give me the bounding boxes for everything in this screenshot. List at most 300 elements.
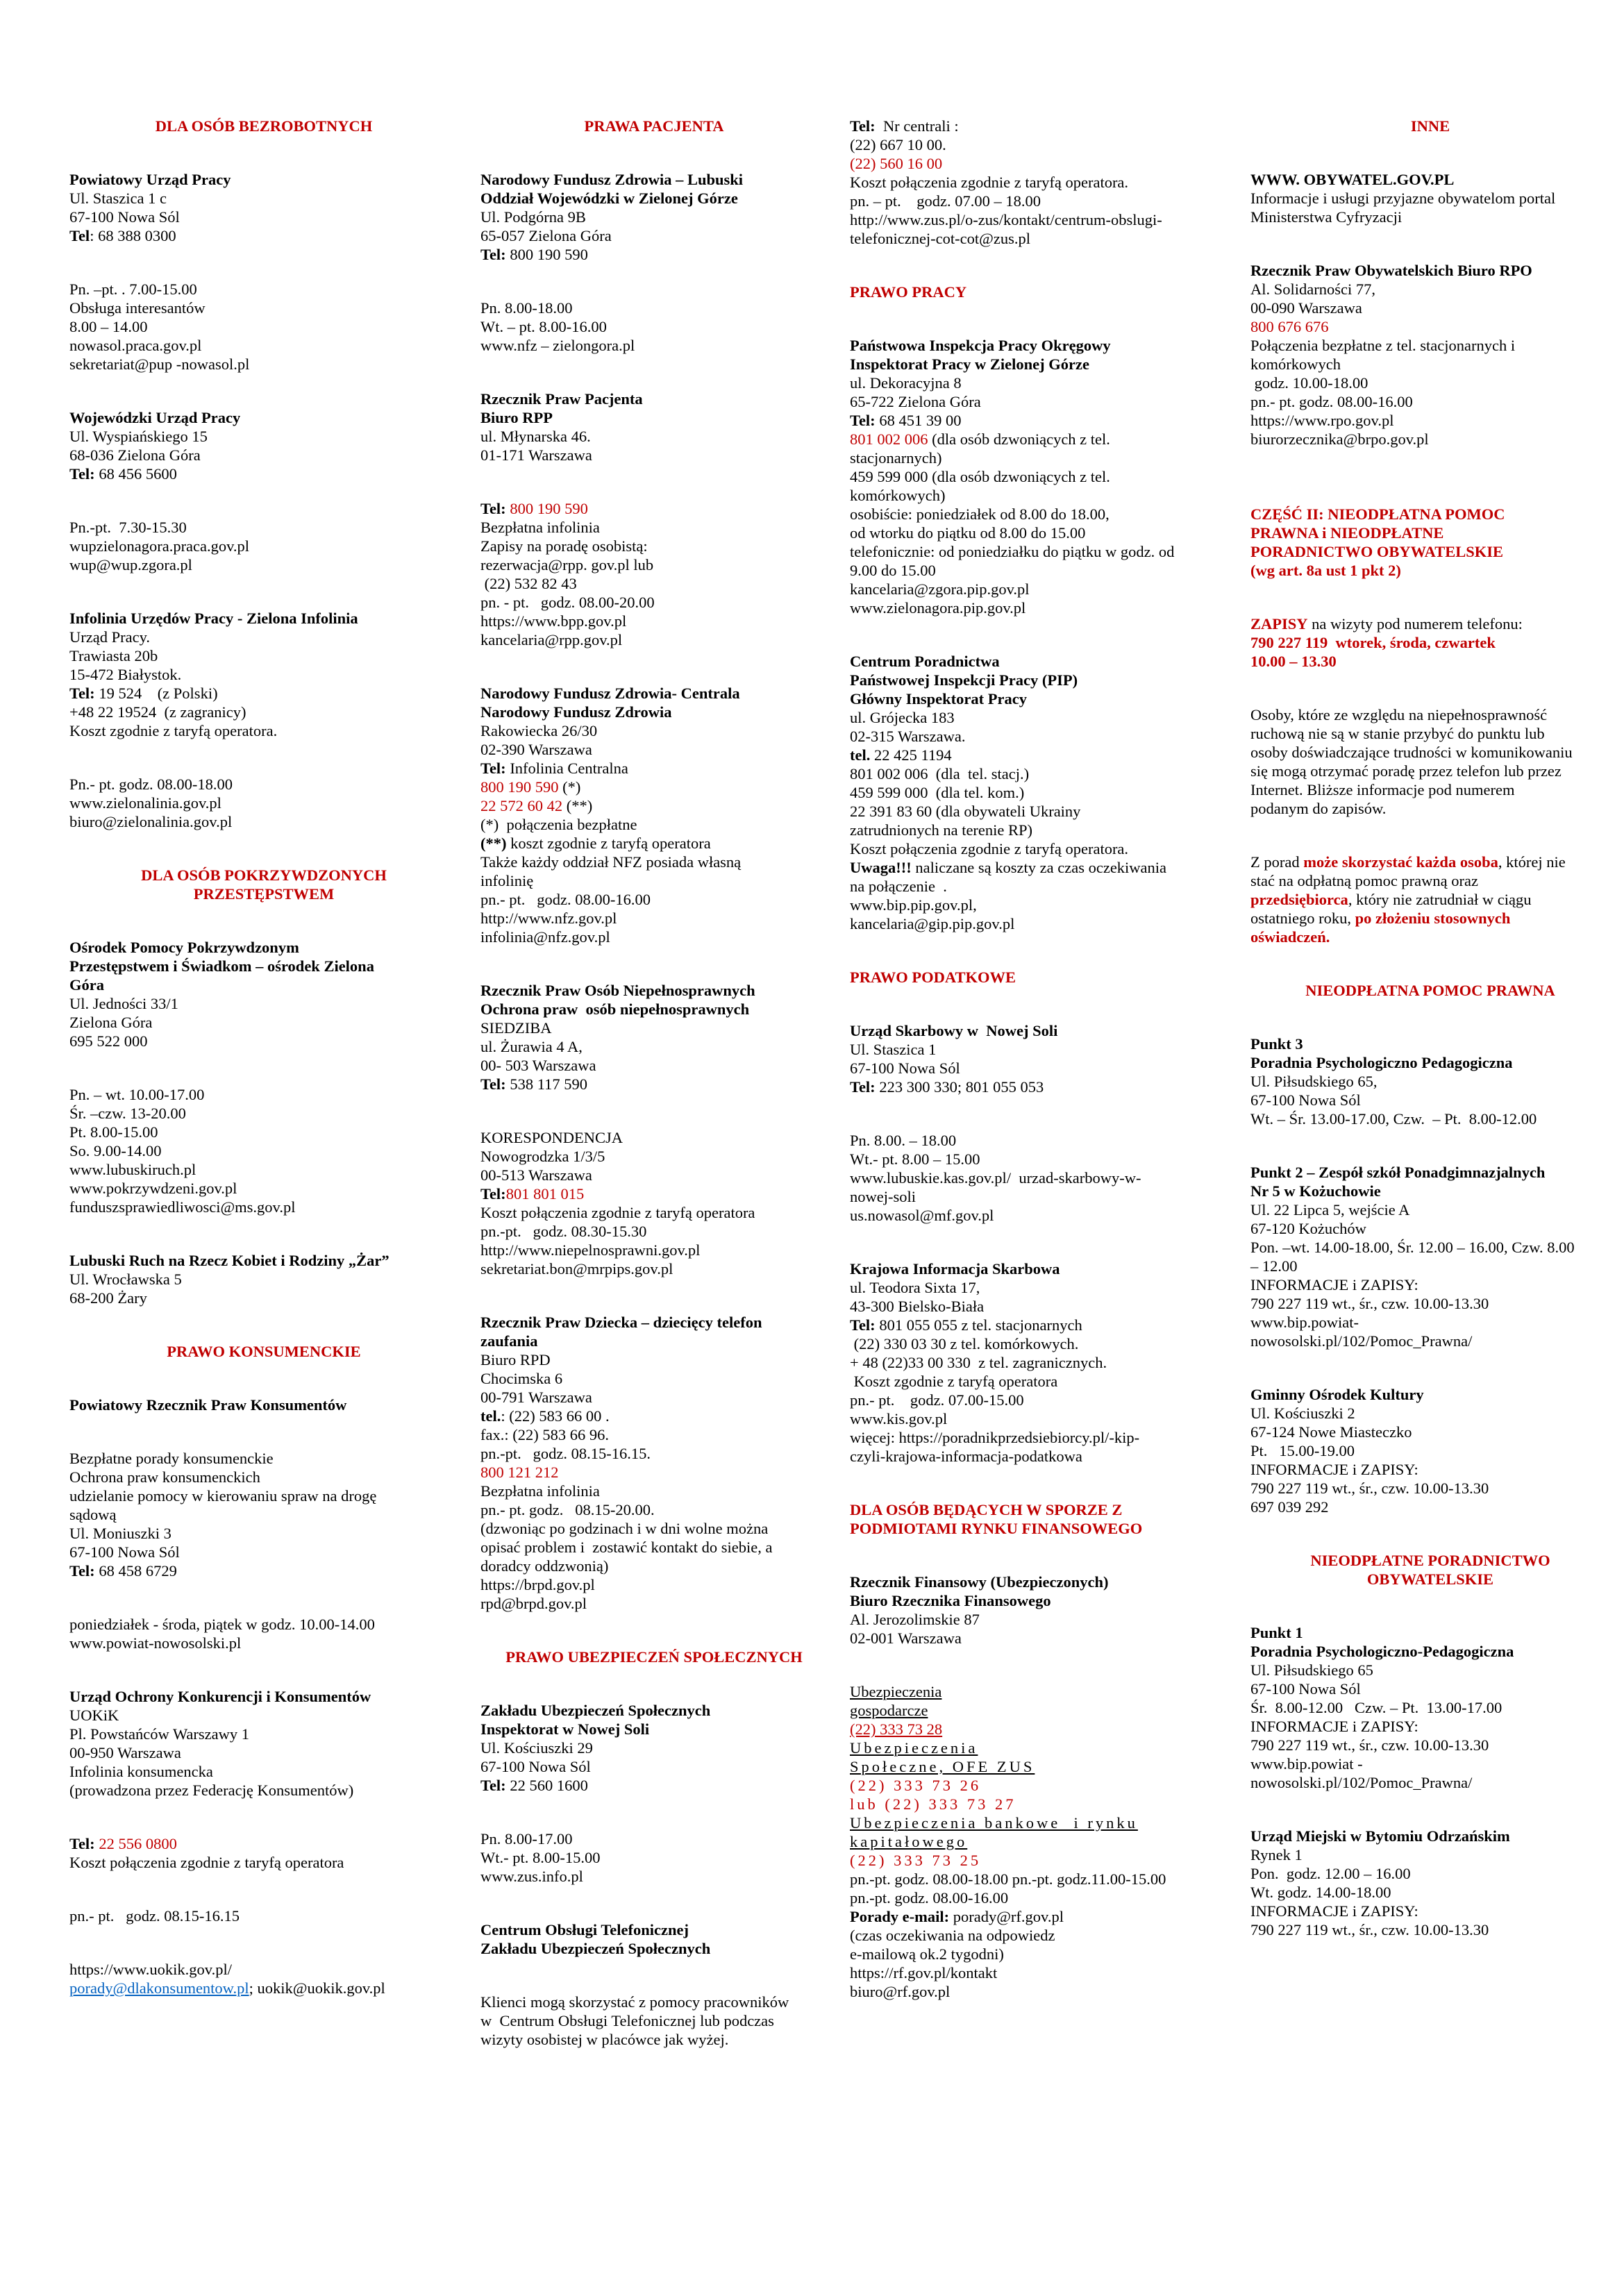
text-line: 67-124 Nowe Miasteczko xyxy=(1250,1423,1412,1441)
text-line: https://www.uokik.gov.pl/ xyxy=(69,1961,232,1978)
text-segment: , której nie xyxy=(1498,853,1566,871)
text-line: 8.00 – 14.00 xyxy=(69,318,148,335)
text-line: w Centrum Obsługi Telefonicznej lub podczas xyxy=(480,2012,774,2029)
text-line: nowej-soli xyxy=(850,1188,916,1205)
text-segment: Oddział Wojewódzki w Zielonej Górze xyxy=(480,190,738,207)
text-line: pn. – pt. godz. 07.00 – 18.00 xyxy=(850,192,1041,210)
text-line xyxy=(850,1795,1228,1813)
heading-line: (wg art. 8a ust 1 pkt 2) xyxy=(1250,562,1401,579)
text-line: kancelaria@rpp.gov.pl xyxy=(480,631,623,648)
text-line: wupzielonagora.praca.gov.pl xyxy=(69,537,250,555)
text-line xyxy=(480,1776,828,1795)
text-segment: Rzecznik Praw Dziecka – dziecięcy telefon xyxy=(480,1314,762,1331)
text-line: 67-120 Kożuchów xyxy=(1250,1220,1366,1237)
text-segment: WWW. OBYWATEL.GOV.PL xyxy=(1250,171,1455,188)
text-line xyxy=(480,1939,828,1958)
text-line: 790 227 119 wt., śr., czw. 10.00-13.30 xyxy=(1250,1480,1489,1497)
text-segment: Tel: xyxy=(69,1562,95,1579)
text-line: nowosolski.pl/102/Pomoc_Prawna/ xyxy=(1250,1774,1473,1791)
wup-godziny xyxy=(69,518,458,574)
text-segment: Tel: xyxy=(850,1078,876,1096)
text-line: Rakowiecka 26/30 xyxy=(480,722,598,739)
text-segment: Poradnia Psychologiczno-Pedagogiczna xyxy=(1250,1643,1514,1660)
text-line: www.kis.gov.pl xyxy=(850,1410,948,1427)
text-segment: Nr 5 w Kożuchowie xyxy=(1250,1182,1381,1200)
heading-line: PRZESTĘPSTWEM xyxy=(193,885,335,903)
text-line: biuro@rf.gov.pl xyxy=(850,1983,951,2000)
text-line: Ul. Jedności 33/1 xyxy=(69,995,178,1012)
text-line: www.lubuskiruch.pl xyxy=(69,1161,196,1178)
text-line: Bezpłatna infolinia xyxy=(480,1482,600,1500)
text-line xyxy=(850,1573,1228,1591)
text-line: nowosolski.pl/102/Pomoc_Prawna/ xyxy=(1250,1332,1473,1350)
text-segment: Centrum Poradnictwa xyxy=(850,653,1000,670)
heading-line: PRAWA PACJENTA xyxy=(584,117,724,135)
text-line: 02-390 Warszawa xyxy=(480,741,592,758)
text-line: doradcy oddzwonią) xyxy=(480,1557,609,1575)
text-line xyxy=(1250,1034,1610,1053)
text-line: www.zus.info.pl xyxy=(480,1868,583,1885)
text-segment: 800 190 590 xyxy=(505,500,588,517)
text-segment: (22) 333 73 26 xyxy=(850,1777,982,1794)
section-czesc-ii xyxy=(1250,505,1610,580)
text-line: Ul. 22 Lipca 5, wejście A xyxy=(1250,1201,1410,1218)
text-line: pn.-pt. godz. 08.00-18.00 pn.-pt. godz.11.00-15.00 xyxy=(850,1870,1166,1888)
text-line xyxy=(69,938,458,957)
text-line xyxy=(1250,1053,1610,1072)
text-line: 790 227 119 wt., śr., czw. 10.00-13.30 xyxy=(1250,1736,1489,1754)
text-line: telefonicznej-cot-cot@zus.pl xyxy=(850,230,1030,247)
text-segment: 801 055 055 z tel. stacjonarnych xyxy=(875,1316,1082,1334)
text-segment: Narodowy Fundusz Zdrowia xyxy=(480,703,672,721)
text-line: 67-100 Nowa Sól xyxy=(69,1543,180,1561)
text-line: + 48 (22)33 00 330 z tel. zagranicznych. xyxy=(850,1354,1107,1371)
text-segment: gospodarcze xyxy=(850,1702,928,1719)
text-line: Informacje i usługi przyjazne obywatelom portal xyxy=(1250,190,1556,207)
text-segment: Ubezpieczenia xyxy=(850,1683,942,1700)
text-line xyxy=(69,170,458,189)
text-segment: (*) xyxy=(558,778,581,796)
text-line xyxy=(1250,261,1610,280)
zapisy-telefon xyxy=(1250,614,1610,671)
punkt-3 xyxy=(1250,1034,1610,1128)
text-line: INFORMACJE i ZAPISY: xyxy=(1250,1461,1418,1478)
text-line xyxy=(480,170,828,189)
text-segment: Z porad xyxy=(1250,853,1304,871)
text-segment: Biuro RPP xyxy=(480,409,553,426)
text-segment: (dla osób dzwoniących z tel. xyxy=(928,430,1110,448)
text-segment: Tel xyxy=(69,227,90,244)
text-line xyxy=(480,189,828,208)
text-line: Ul. Wrocławska 5 xyxy=(69,1271,182,1288)
text-line xyxy=(850,1757,1228,1776)
text-line: rpd@brpd.gov.pl xyxy=(480,1595,587,1612)
text-segment: Rzecznik Praw Pacjenta xyxy=(480,390,643,408)
text-line: 43-300 Bielsko-Biała xyxy=(850,1298,985,1315)
text-line: Pn.- pt. godz. 08.00-18.00 xyxy=(69,776,233,793)
text-line: 697 039 292 xyxy=(1250,1498,1329,1516)
email-link[interactable]: porady@dlakonsumentow.pl xyxy=(69,1979,249,1997)
heading-line: PRAWO UBEZPIECZEŃ SPOŁECZNYCH xyxy=(505,1648,803,1666)
urzad-miejski-bytom-odrzanski xyxy=(1250,1827,1610,1939)
text-segment: tel. xyxy=(480,1407,501,1425)
osrodek-pomocy-pokrzywdzonym xyxy=(69,938,458,1050)
text-segment: Poradnia Psychologiczno Pedagogiczna xyxy=(1250,1054,1513,1071)
text-segment: naliczane są koszty za czas oczekiwania xyxy=(911,859,1167,876)
heading-line: PRAWO PRACY xyxy=(850,283,967,301)
text-line: 01-171 Warszawa xyxy=(480,446,592,464)
text-segment: Społeczne, OFE ZUS xyxy=(850,1758,1035,1775)
text-line: Wt.- pt. 8.00-15.00 xyxy=(480,1849,601,1866)
text-line: us.nowasol@mf.gov.pl xyxy=(850,1207,994,1224)
text-line: Pn. – wt. 10.00-17.00 xyxy=(69,1086,205,1103)
text-line: pn.- pt. godz. 08.15-20.00. xyxy=(480,1501,655,1518)
text-line xyxy=(850,652,1228,671)
text-line: Ochrona praw konsumenckich xyxy=(69,1468,260,1486)
text-line: Klienci mogą skorzystać z pomocy pracowników xyxy=(480,1993,789,2011)
text-line: Pn. –pt. . 7.00-15.00 xyxy=(69,280,197,298)
text-line: (22) 667 10 00. xyxy=(850,136,946,153)
text-line: INFORMACJE i ZAPISY: xyxy=(1250,1902,1418,1920)
heading-line: PRAWNA i NIEODPŁATNE xyxy=(1250,524,1444,542)
urzad-skarbowy xyxy=(850,1021,1228,1096)
text-segment: Tel: xyxy=(480,1075,506,1093)
text-line: www.bip.powiat- xyxy=(1250,1314,1359,1331)
zus-inspektorat xyxy=(480,1701,828,1795)
text-line: Infolinia konsumencka xyxy=(69,1763,213,1780)
text-line: www.zielonagora.pip.gov.pl xyxy=(850,599,1026,617)
text-segment: 800 121 212 xyxy=(480,1464,559,1481)
text-segment: ostatniego roku, xyxy=(1250,910,1355,927)
text-line: http://www.zus.pl/o-zus/kontakt/centrum-obslugi- xyxy=(850,211,1162,228)
text-line xyxy=(1250,890,1610,909)
text-line xyxy=(850,858,1228,877)
text-segment: ZAPISY xyxy=(1250,615,1308,632)
text-line xyxy=(480,1075,828,1093)
text-line xyxy=(480,778,828,796)
text-line xyxy=(69,1687,458,1706)
section-prawo-podatkowe xyxy=(850,968,1228,987)
text-line: So. 9.00-14.00 xyxy=(69,1142,162,1159)
text-segment: Główny Inspektorat Pracy xyxy=(850,690,1027,707)
text-line: (22) 532 82 43 xyxy=(480,575,577,592)
text-segment: (22) 333 73 25 xyxy=(850,1852,982,1869)
text-line: udzielanie pomocy w kierowaniu spraw na drogę xyxy=(69,1487,377,1505)
text-line: 67-100 Nowa Sól xyxy=(1250,1680,1361,1698)
punkt-1 xyxy=(1250,1623,1610,1792)
heading-line: DLA OSÓB POKRZYWDZONYCH xyxy=(141,866,387,884)
text-segment: Krajowa Informacja Skarbowa xyxy=(850,1260,1060,1277)
section-nieodplatna-pomoc-prawna xyxy=(1250,981,1610,1000)
text-line xyxy=(69,957,458,975)
powiatowy-urzad-pracy xyxy=(69,170,458,245)
text-line: pn.-pt. godz. 08.00-16.00 xyxy=(850,1889,1009,1907)
text-line: Ul. Podgórna 9B xyxy=(480,208,586,226)
text-line: 65-722 Zielona Góra xyxy=(850,393,981,410)
text-line: infolinię xyxy=(480,872,534,889)
text-line: Bezpłatna infolinia xyxy=(480,519,600,536)
text-line xyxy=(850,154,1228,173)
text-line: (czas oczekiwania na odpowiedz xyxy=(850,1927,1055,1944)
heading-line: PODMIOTAMI RYNKU FINANSOWEGO xyxy=(850,1520,1143,1537)
text-line: nowasol.praca.gov.pl xyxy=(69,337,202,354)
text-line: 00-513 Warszawa xyxy=(480,1166,592,1184)
text-segment: Zakładu Ubezpieczeń Społecznych xyxy=(480,1702,711,1719)
text-line: Pt. 15.00-19.00 xyxy=(1250,1442,1355,1459)
text-line: osobiście: poniedziałek od 8.00 do 18.00, xyxy=(850,505,1110,523)
text-line: sekretariat@pup -nowasol.pl xyxy=(69,355,250,373)
text-line xyxy=(850,1776,1228,1795)
text-line: Ul. Staszica 1 c xyxy=(69,190,167,207)
heading-line: DLA OSÓB BEZROBOTNYCH xyxy=(155,117,373,135)
text-segment: 801 002 006 xyxy=(850,430,928,448)
text-segment: Wojewódzki Urząd Pracy xyxy=(69,409,241,426)
text-line xyxy=(69,1979,458,1997)
text-line: opisać problem i zostawić kontakt do siebie, a xyxy=(480,1539,773,1556)
text-line: Także każdy oddział NFZ posiada własną xyxy=(480,853,742,871)
text-line: pn.- pt. godz. 08.15-16.15 xyxy=(69,1907,240,1925)
text-line xyxy=(480,1920,828,1939)
text-line: sekretariat.bon@mrpips.gov.pl xyxy=(480,1260,673,1277)
text-line xyxy=(850,689,1228,708)
text-line xyxy=(850,411,1228,430)
text-line xyxy=(1250,317,1610,336)
text-segment: Uwaga!!! xyxy=(850,859,912,876)
text-line: 67-100 Nowa Sól xyxy=(1250,1091,1361,1109)
text-line xyxy=(850,746,1228,764)
heading-line: DLA OSÓB BĘDĄCYCH W SPORZE Z xyxy=(850,1501,1123,1518)
column-prawo-pracy-podatkowe xyxy=(850,117,1228,2084)
text-line xyxy=(69,684,458,703)
text-line xyxy=(480,1463,828,1482)
text-line: Ul. Moniuszki 3 xyxy=(69,1525,171,1542)
text-line xyxy=(850,1832,1228,1851)
text-segment: 790 227 119 wtorek, środa, czwartek xyxy=(1250,634,1496,651)
text-segment: oświadczeń. xyxy=(1250,928,1330,946)
text-line: biuro@zielonalinia.gov.pl xyxy=(69,813,233,830)
heading-line: NIEODPŁATNA POMOC PRAWNA xyxy=(1305,982,1555,999)
pup-godziny xyxy=(69,280,458,374)
heading-line: INNE xyxy=(1410,117,1450,135)
text-line: http://www.niepelnosprawni.gov.pl xyxy=(480,1241,701,1259)
text-line: Pn. 8.00-17.00 xyxy=(480,1830,573,1847)
text-line: wizyty osobistej w placówce jak wyżej. xyxy=(480,2031,729,2048)
text-line: Połączenia bezpłatne z tel. stacjonarnych i xyxy=(1250,337,1516,354)
text-line xyxy=(480,499,828,518)
text-line: 65-057 Zielona Góra xyxy=(480,227,612,244)
text-line: ul. Grójecka 183 xyxy=(850,709,955,726)
text-line xyxy=(1250,1163,1610,1182)
text-line: 00-090 Warszawa xyxy=(1250,299,1362,317)
text-line xyxy=(850,1851,1228,1870)
kto-moze-skorzystac xyxy=(1250,853,1610,946)
text-line: 67-100 Nowa Sól xyxy=(69,208,180,226)
text-line: kancelaria@zgora.pip.gov.pl xyxy=(850,580,1030,598)
text-line: (prowadzona przez Federację Konsumentów) xyxy=(69,1782,354,1799)
text-line xyxy=(1250,928,1610,946)
text-segment: (**) xyxy=(480,835,507,852)
heading-line: PRAWO PODATKOWE xyxy=(850,969,1016,986)
text-segment: Góra xyxy=(69,976,104,994)
text-line xyxy=(69,408,458,427)
text-line: 801 002 006 (dla tel. stacj.) xyxy=(850,765,1030,782)
text-line: 68-036 Zielona Góra xyxy=(69,446,201,464)
text-line: 695 522 000 xyxy=(69,1032,148,1050)
text-segment: Ubezpieczenia xyxy=(850,1739,978,1757)
text-line xyxy=(1250,170,1610,189)
text-segment: Infolinia Centralna xyxy=(505,760,628,777)
text-segment: Porady e-mail: xyxy=(850,1908,950,1925)
text-line xyxy=(850,671,1228,689)
text-segment: Ochrona praw osób niepełnosprawnych xyxy=(480,1000,750,1018)
text-line: rezerwacja@rpp. gov.pl lub xyxy=(480,556,654,573)
text-line: Śr. –czw. 13-20.00 xyxy=(69,1105,186,1122)
rzecznik-praw-obywatelskich xyxy=(1250,261,1610,449)
rzecznik-praw-pacjenta xyxy=(480,389,828,464)
text-line: Ul. Piłsudskiego 65 xyxy=(1250,1661,1373,1679)
rzecznik-niepelnosprawnych xyxy=(480,981,828,1093)
text-line: Koszt połączenia zgodnie z taryfą operatora xyxy=(69,1854,344,1871)
text-segment: Punkt 1 xyxy=(1250,1624,1303,1641)
text-segment: Inspektorat w Nowej Soli xyxy=(480,1720,650,1738)
text-line xyxy=(1250,614,1610,633)
rpp-kontakt xyxy=(480,499,828,649)
text-line xyxy=(480,245,828,264)
text-line: – 12.00 xyxy=(1250,1257,1298,1275)
text-segment: kapitałowego xyxy=(850,1833,968,1850)
text-line: 790 227 119 wt., śr., czw. 10.00-13.30 xyxy=(1250,1921,1489,1938)
text-segment: 800 676 676 xyxy=(1250,318,1329,335)
text-line: pn. - pt. godz. 08.00-20.00 xyxy=(480,594,655,611)
text-line: Rynek 1 xyxy=(1250,1846,1303,1863)
text-segment: 22 556 0800 xyxy=(94,1835,177,1852)
heading-line: PRAWO KONSUMENCKIE xyxy=(167,1343,361,1360)
text-line xyxy=(1250,1642,1610,1661)
text-segment: Rzecznik Praw Obywatelskich Biuro RPO xyxy=(1250,262,1532,279)
text-line: Biuro RPD xyxy=(480,1351,551,1368)
text-line xyxy=(480,1000,828,1019)
text-line: pn.- pt. godz. 08.00-16.00 xyxy=(480,891,651,908)
text-line: 9.00 do 15.00 xyxy=(850,562,936,579)
text-line xyxy=(480,796,828,815)
text-segment: Gminny Ośrodek Kultury xyxy=(1250,1386,1424,1403)
text-line xyxy=(850,336,1228,355)
text-segment: : (22) 583 66 00 . xyxy=(501,1407,610,1425)
text-line xyxy=(480,1184,828,1203)
text-line xyxy=(480,703,828,721)
text-segment: 68 451 39 00 xyxy=(875,412,962,429)
text-segment: Urząd Skarbowy w Nowej Soli xyxy=(850,1022,1058,1039)
zus-cot xyxy=(480,1920,828,1958)
text-line: Bezpłatne porady konsumenckie xyxy=(69,1450,274,1467)
text-line xyxy=(480,408,828,427)
text-segment: porady@rf.gov.pl xyxy=(949,1908,1064,1925)
text-line xyxy=(850,1021,1228,1040)
text-line: www.powiat-nowosolski.pl xyxy=(69,1634,242,1652)
text-line xyxy=(480,759,828,778)
text-line: funduszsprawiedliwosci@ms.gov.pl xyxy=(69,1198,296,1216)
text-line: www.nfz – zielongora.pl xyxy=(480,337,635,354)
text-line: Koszt połączenia zgodnie z taryfą operatora. xyxy=(850,840,1129,857)
text-line: https://www.bpp.gov.pl xyxy=(480,612,627,630)
text-segment: koszt zgodnie z taryfą operatora xyxy=(506,835,711,852)
text-segment: (22) 333 73 28 xyxy=(850,1720,943,1738)
text-segment: 22 572 60 42 xyxy=(480,797,563,814)
section-prawo-konsumenckie xyxy=(69,1342,458,1361)
text-line: pn.-pt. godz. 08.30-15.30 xyxy=(480,1223,647,1240)
text-line: Ul. Wyspiańskiego 15 xyxy=(69,428,208,445)
text-line: Pon. –wt. 14.00-18.00, Śr. 12.00 – 16.00, Czw. 8.00 xyxy=(1250,1239,1575,1256)
text-segment: lub (22) 333 73 27 xyxy=(850,1795,1016,1813)
text-line: biurorzecznika@brpo.gov.pl xyxy=(1250,430,1429,448)
section-nieodplatne-poradnictwo xyxy=(1250,1551,1610,1589)
text-segment: na wizyty pod numerem telefonu: xyxy=(1307,615,1523,632)
text-segment: Powiatowy Rzecznik Praw Konsumentów xyxy=(69,1396,347,1414)
text-segment: Tel: xyxy=(69,685,95,702)
text-segment: Tel: xyxy=(850,1316,876,1334)
text-line xyxy=(850,1682,1228,1701)
text-line: Ul. Kościuszki 29 xyxy=(480,1739,593,1757)
text-line xyxy=(480,1720,828,1738)
text-line: KORESPONDENCJA xyxy=(480,1129,623,1146)
punkt-2 xyxy=(1250,1163,1610,1350)
text-line xyxy=(850,1078,1228,1096)
text-line xyxy=(480,834,828,853)
heading-line: PORADNICTWO OBYWATELSKIE xyxy=(1250,543,1504,560)
text-segment: Urząd Miejski w Bytomiu Odrzańskim xyxy=(1250,1827,1510,1845)
text-line: Pon. godz. 12.00 – 16.00 xyxy=(1250,1865,1411,1882)
text-line: (*) połączenia bezpłatne xyxy=(480,816,637,833)
column-dla-osob-bezrobotnych xyxy=(69,117,458,2084)
text-segment: Narodowy Fundusz Zdrowia- Centrala xyxy=(480,685,740,702)
text-line: 02-001 Warszawa xyxy=(850,1629,962,1647)
text-line: 00- 503 Warszawa xyxy=(480,1057,596,1074)
rzecznik-finansowy-telefony xyxy=(850,1682,1228,2001)
text-line: Wt. godz. 14.00-18.00 xyxy=(1250,1884,1391,1901)
text-line: 67-100 Nowa Sól xyxy=(850,1059,960,1077)
section-dla-osob-bezrobotnych xyxy=(69,117,458,135)
text-line: Internet. Bliższe informacje pod numerem xyxy=(1250,781,1515,798)
text-line: czyli-krajowa-informacja-podatkowa xyxy=(850,1448,1082,1465)
zus-cot-telefony xyxy=(850,117,1228,248)
text-line: więcej: https://poradnikprzedsiebiorcy.pl/-kip- xyxy=(850,1429,1140,1446)
text-line: infolinia@nfz.gov.pl xyxy=(480,928,610,946)
section-prawa-pacjenta xyxy=(480,117,828,135)
gminny-osrodek-kultury xyxy=(1250,1385,1610,1516)
nfz-lubuski xyxy=(480,170,828,264)
text-line xyxy=(480,1407,828,1425)
text-line: komórkowych xyxy=(1250,355,1341,373)
text-line xyxy=(480,1332,828,1350)
text-segment: Tel: xyxy=(850,117,876,135)
text-line xyxy=(480,1701,828,1720)
text-line: telefonicznie: od poniedziałku do piątku w godz. od xyxy=(850,543,1175,560)
text-segment: 223 300 330; 801 055 053 xyxy=(875,1078,1044,1096)
text-line: pn.- pt. godz. 07.00-15.00 xyxy=(850,1391,1024,1409)
text-line: Ul. Kościuszki 2 xyxy=(1250,1405,1355,1422)
text-segment: Państwowa Inspekcja Pracy Okręgowy xyxy=(850,337,1111,354)
text-line xyxy=(850,1738,1228,1757)
text-line: Al. Jerozolimskie 87 xyxy=(850,1611,980,1628)
text-line: SIEDZIBA xyxy=(480,1019,552,1037)
text-segment: Zakładu Ubezpieczeń Społecznych xyxy=(480,1940,711,1957)
section-dla-osob-pokrzywdzonych xyxy=(69,866,458,903)
text-line: Koszt połączenia zgodnie z taryfą operatora. xyxy=(850,174,1129,191)
text-line: Pn. 8.00. – 18.00 xyxy=(850,1132,957,1149)
text-segment: Centrum Obsługi Telefonicznej xyxy=(480,1921,689,1938)
text-line xyxy=(850,430,1228,449)
heading-line: NIEODPŁATNE PORADNICTWO xyxy=(1310,1552,1550,1569)
